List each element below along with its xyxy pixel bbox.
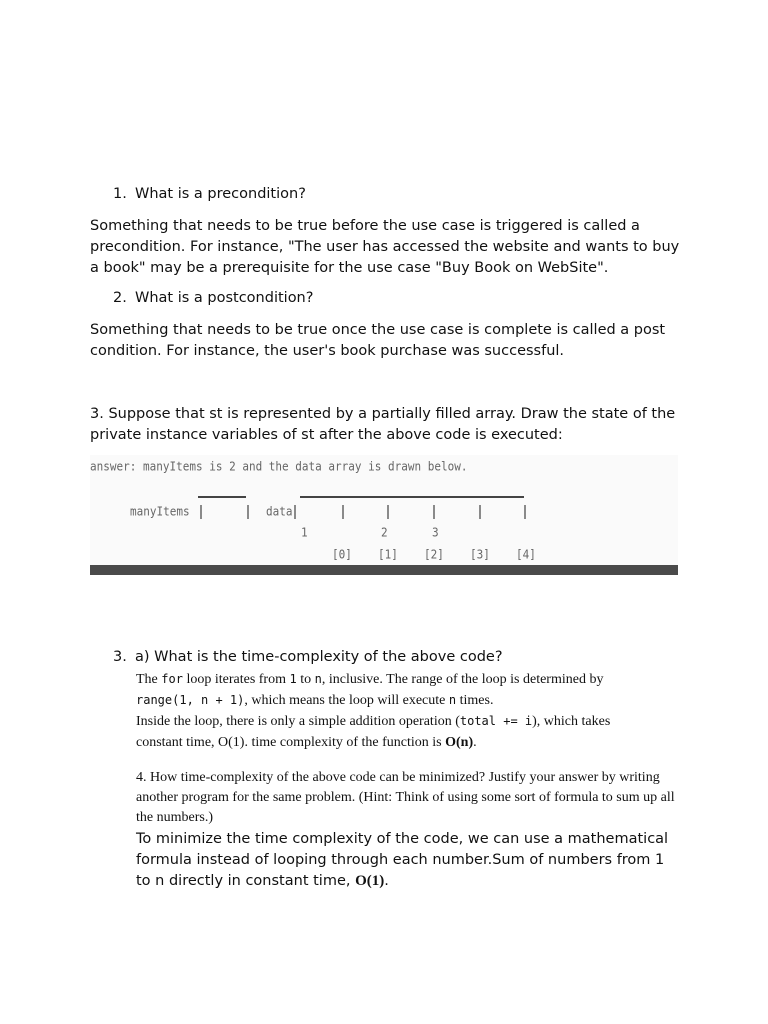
many-items-left-tick xyxy=(200,505,202,519)
question-2-number: 2. xyxy=(113,290,127,306)
many-items-label: manyItems xyxy=(130,504,190,519)
question-3a xyxy=(113,649,503,665)
cell-divider xyxy=(342,505,344,519)
array-index: [0] xyxy=(332,547,352,562)
answer-4-text: To minimize the time complexity of the code, we can use a mathematical formula instead of looping through each number.Sum of numbers from 1 to n directly in constant time, xyxy=(136,831,669,889)
question-4: 4. How time-complexity of the above code can be minimized? Justify your answer by writing another program for the same problem. (Hint: Think of using some sort of formula to sum up all the numbers.) xyxy=(136,770,675,825)
text-run: Inside the loop, there is only a simple addition operation ( xyxy=(136,714,460,729)
cell-divider xyxy=(479,505,481,519)
code-one: 1 xyxy=(289,672,297,686)
array-index: [3] xyxy=(470,547,490,562)
question-2 xyxy=(113,290,313,306)
answer-3a-line-1 xyxy=(136,669,676,690)
array-index: [1] xyxy=(378,547,398,562)
array-index: [2] xyxy=(424,547,444,562)
text-run: to xyxy=(296,672,315,687)
text-run: loop iterates from xyxy=(182,672,290,687)
code-n: n xyxy=(448,693,457,707)
answer-1: Something that needs to be true before the use case is triggered is called a precondition. For instance, "The user has accessed the website and wants to buy a book" may be a prerequisite for the use case "Buy Book on WebSite". xyxy=(90,218,680,276)
answer-3a xyxy=(136,669,676,753)
answer-3a-line-3 xyxy=(136,711,676,732)
cell-divider xyxy=(387,505,389,519)
big-o-n: O(n) xyxy=(445,735,474,750)
answer-3a-line-4 xyxy=(136,733,676,753)
question-1 xyxy=(113,186,306,202)
question-3a-text: a) What is the time-complexity of the above code? xyxy=(135,649,503,665)
figure-bottom-bar xyxy=(90,565,678,575)
code-range: range(1, n + 1) xyxy=(136,693,245,707)
text-run: . xyxy=(384,873,389,889)
figure-answer-line: answer: manyItems is 2 and the data array is drawn below. xyxy=(90,459,468,474)
question-1-number: 1. xyxy=(113,186,127,202)
many-items-box-line xyxy=(198,496,246,498)
code-for: for xyxy=(161,672,183,686)
array-index: [4] xyxy=(516,547,536,562)
data-label: data xyxy=(266,504,293,519)
text-run: . xyxy=(473,735,477,750)
big-o-1: O(1) xyxy=(355,873,385,889)
array-value: 2 xyxy=(381,525,388,540)
text-run: The xyxy=(136,672,162,687)
text-run: ), which takes xyxy=(532,714,611,729)
cell-divider xyxy=(524,505,526,519)
question-2-text: What is a postcondition? xyxy=(135,290,314,306)
code-total: total += i xyxy=(459,714,533,728)
text-run: constant time, O(1). time complexity of the function is xyxy=(136,735,446,750)
answer-2: Something that needs to be true once the use case is complete is called a post condition. For instance, the user's book purchase was successful. xyxy=(90,322,666,359)
array-state-figure xyxy=(90,455,678,575)
array-value: 3 xyxy=(432,525,439,540)
question-3a-number: 3. xyxy=(113,649,127,665)
question-1-text: What is a precondition? xyxy=(135,186,306,202)
text-run: , which means the loop will execute xyxy=(244,693,449,708)
code-n: n xyxy=(314,672,322,686)
data-left-tick xyxy=(294,505,296,519)
cell-divider xyxy=(433,505,435,519)
text-run: times. xyxy=(456,693,494,708)
many-items-right-tick xyxy=(247,505,249,519)
question-3: 3. Suppose that st is represented by a partially filled array. Draw the state of the private instance variables of st after the above code is executed: xyxy=(90,406,676,443)
array-value: 1 xyxy=(301,525,308,540)
text-run: , inclusive. The range of the loop is determined by xyxy=(321,672,604,687)
data-box-line xyxy=(300,496,524,498)
answer-3a-line-2 xyxy=(136,690,676,711)
answer-4 xyxy=(136,829,676,892)
